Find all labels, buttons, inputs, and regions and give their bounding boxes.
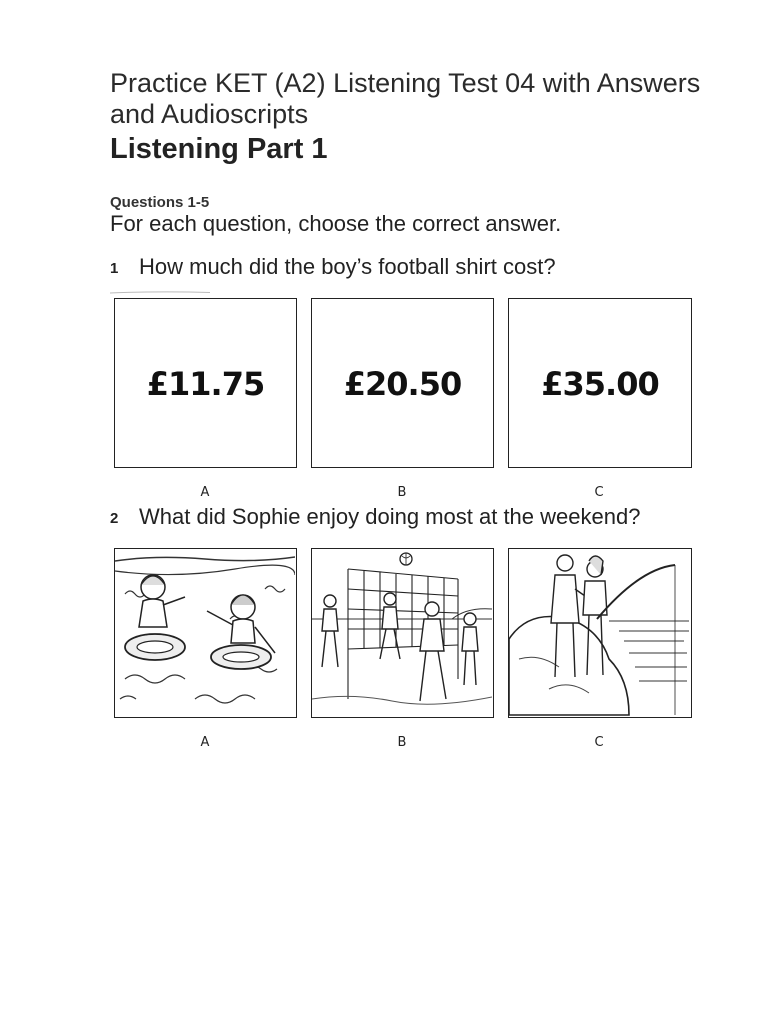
option-letter: B: [397, 485, 407, 500]
option-letter: C: [594, 485, 604, 500]
swimming-illustration: [115, 549, 295, 716]
fishing-illustration: [509, 549, 690, 716]
question-text: How much did the boy’s football shirt cost?: [139, 254, 556, 279]
instruction-text: For each question, choose the correct answer.: [110, 211, 562, 236]
document-title: Practice KET (A2) Listening Test 04 with Answers and Audioscripts: [110, 68, 701, 129]
option-letter: C: [594, 735, 604, 750]
option-c-box[interactable]: [508, 548, 692, 718]
option-letter: A: [200, 485, 210, 500]
option-letter: A: [200, 735, 210, 750]
question-number: 2: [110, 510, 119, 527]
questions-heading: Questions 1-5: [110, 194, 210, 211]
question-number: 1: [110, 260, 119, 277]
question-text: What did Sophie enjoy doing most at the weekend?: [139, 504, 641, 529]
option-a-box[interactable]: [114, 298, 297, 468]
price-label: £20.50: [343, 365, 462, 403]
part-title: Listening Part 1: [110, 133, 328, 165]
option-b-box[interactable]: [311, 548, 494, 718]
volleyball-illustration: [312, 549, 492, 716]
option-letter: B: [397, 735, 407, 750]
price-label: £11.75: [146, 365, 265, 403]
option-b-box[interactable]: [311, 298, 494, 468]
scan-line-decoration: [110, 291, 210, 294]
price-label: £35.00: [541, 365, 659, 403]
option-a-box[interactable]: [114, 548, 297, 718]
option-c-box[interactable]: [508, 298, 692, 468]
